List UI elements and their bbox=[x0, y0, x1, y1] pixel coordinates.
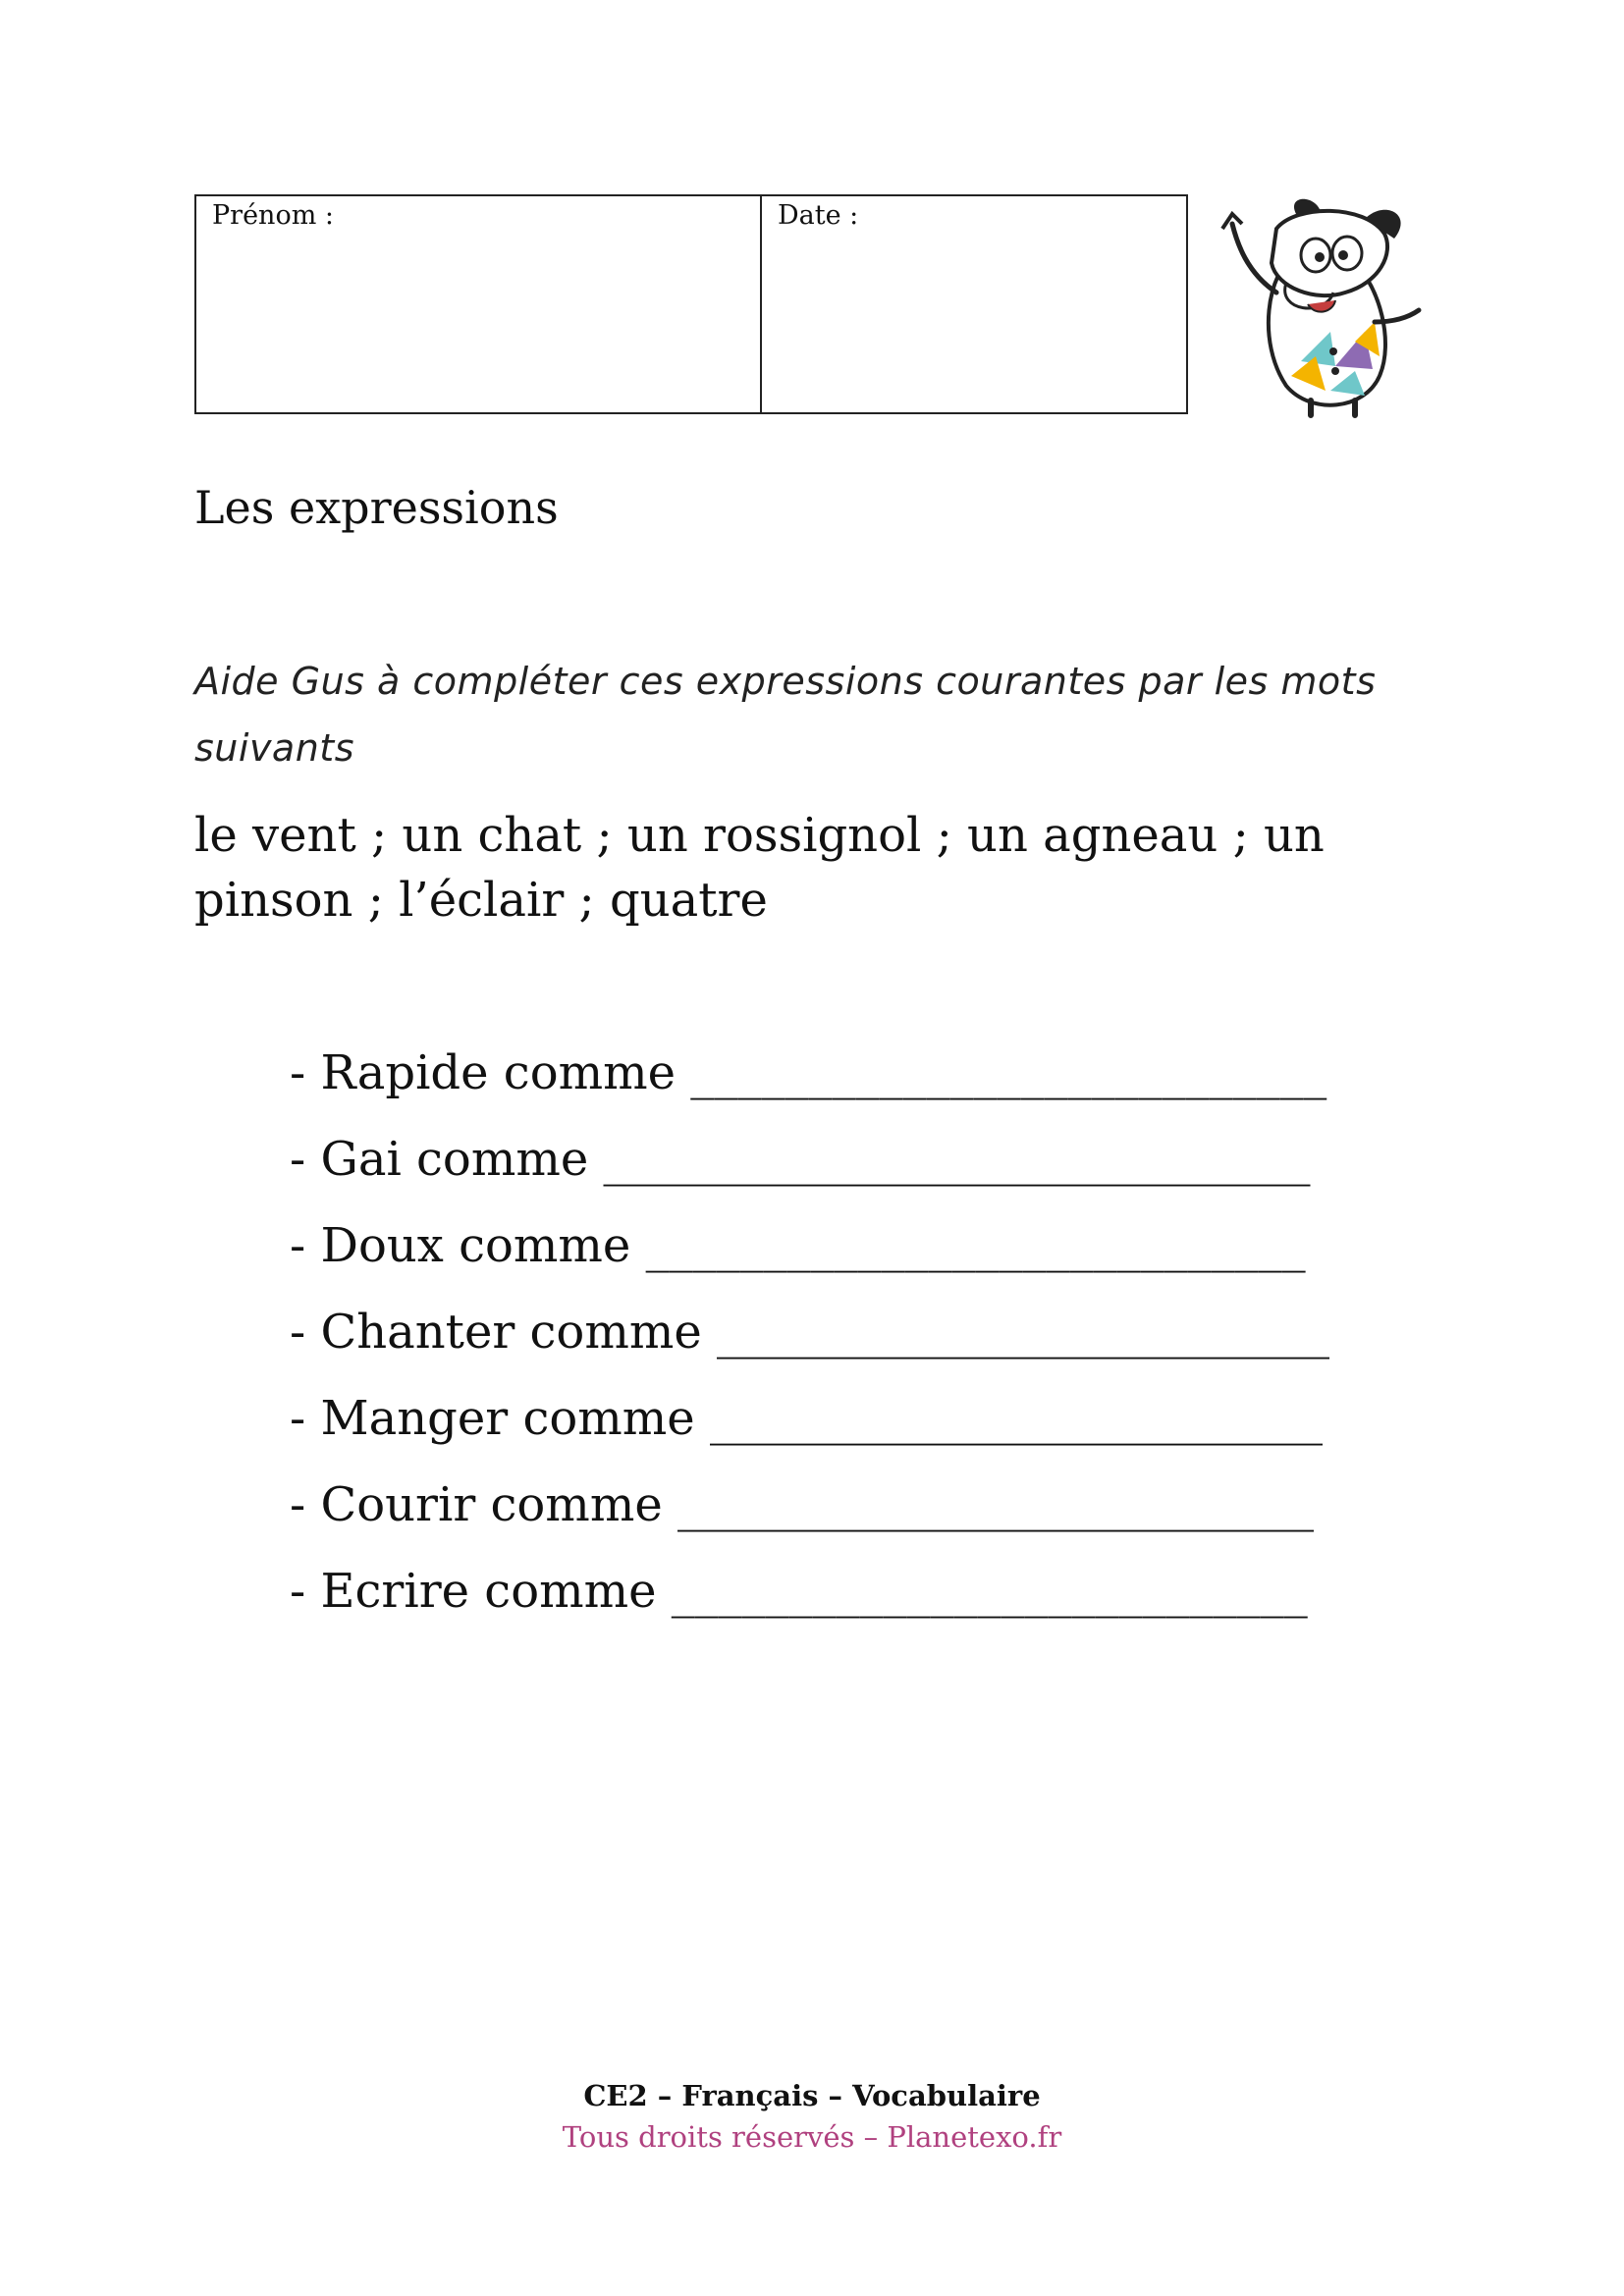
exercise-instruction: Aide Gus à compléter ces expressions courantes par les mots suivants bbox=[194, 660, 1377, 770]
word-bank: le vent ; un chat ; un rossignol ; un agneau ; un pinson ; l’éclair ; quatre bbox=[194, 808, 1325, 928]
date-field[interactable] bbox=[762, 196, 1186, 412]
expression-item-rapide[interactable]: - Rapide comme ___________________________ bbox=[290, 1045, 1327, 1100]
prenom-label: Prénom : bbox=[212, 200, 334, 231]
expression-item-ecrire[interactable]: - Ecrire comme ___________________________ bbox=[290, 1564, 1308, 1619]
footer-subject: CE2 – Français – Vocabulaire bbox=[583, 2079, 1041, 2112]
expression-item-manger[interactable]: - Manger comme __________________________ bbox=[290, 1391, 1323, 1446]
page-title: Les expressions bbox=[194, 481, 559, 534]
date-label: Date : bbox=[778, 200, 859, 231]
name-date-box bbox=[194, 194, 1188, 414]
expression-item-gai[interactable]: - Gai comme ______________________________ bbox=[290, 1132, 1311, 1187]
prenom-field[interactable] bbox=[196, 196, 762, 412]
mascot-arm-left bbox=[1232, 224, 1276, 293]
footer-copyright: Tous droits réservés – Planetexo.fr bbox=[562, 2120, 1062, 2154]
gus-sheep-mascot-icon bbox=[1218, 194, 1434, 420]
expression-item-doux[interactable]: - Doux comme ____________________________ bbox=[290, 1218, 1306, 1273]
expression-item-courir[interactable]: - Courir comme ___________________________ bbox=[290, 1477, 1314, 1532]
expression-list bbox=[290, 1041, 1329, 1645]
expression-item-chanter[interactable]: - Chanter comme __________________________ bbox=[290, 1305, 1330, 1360]
